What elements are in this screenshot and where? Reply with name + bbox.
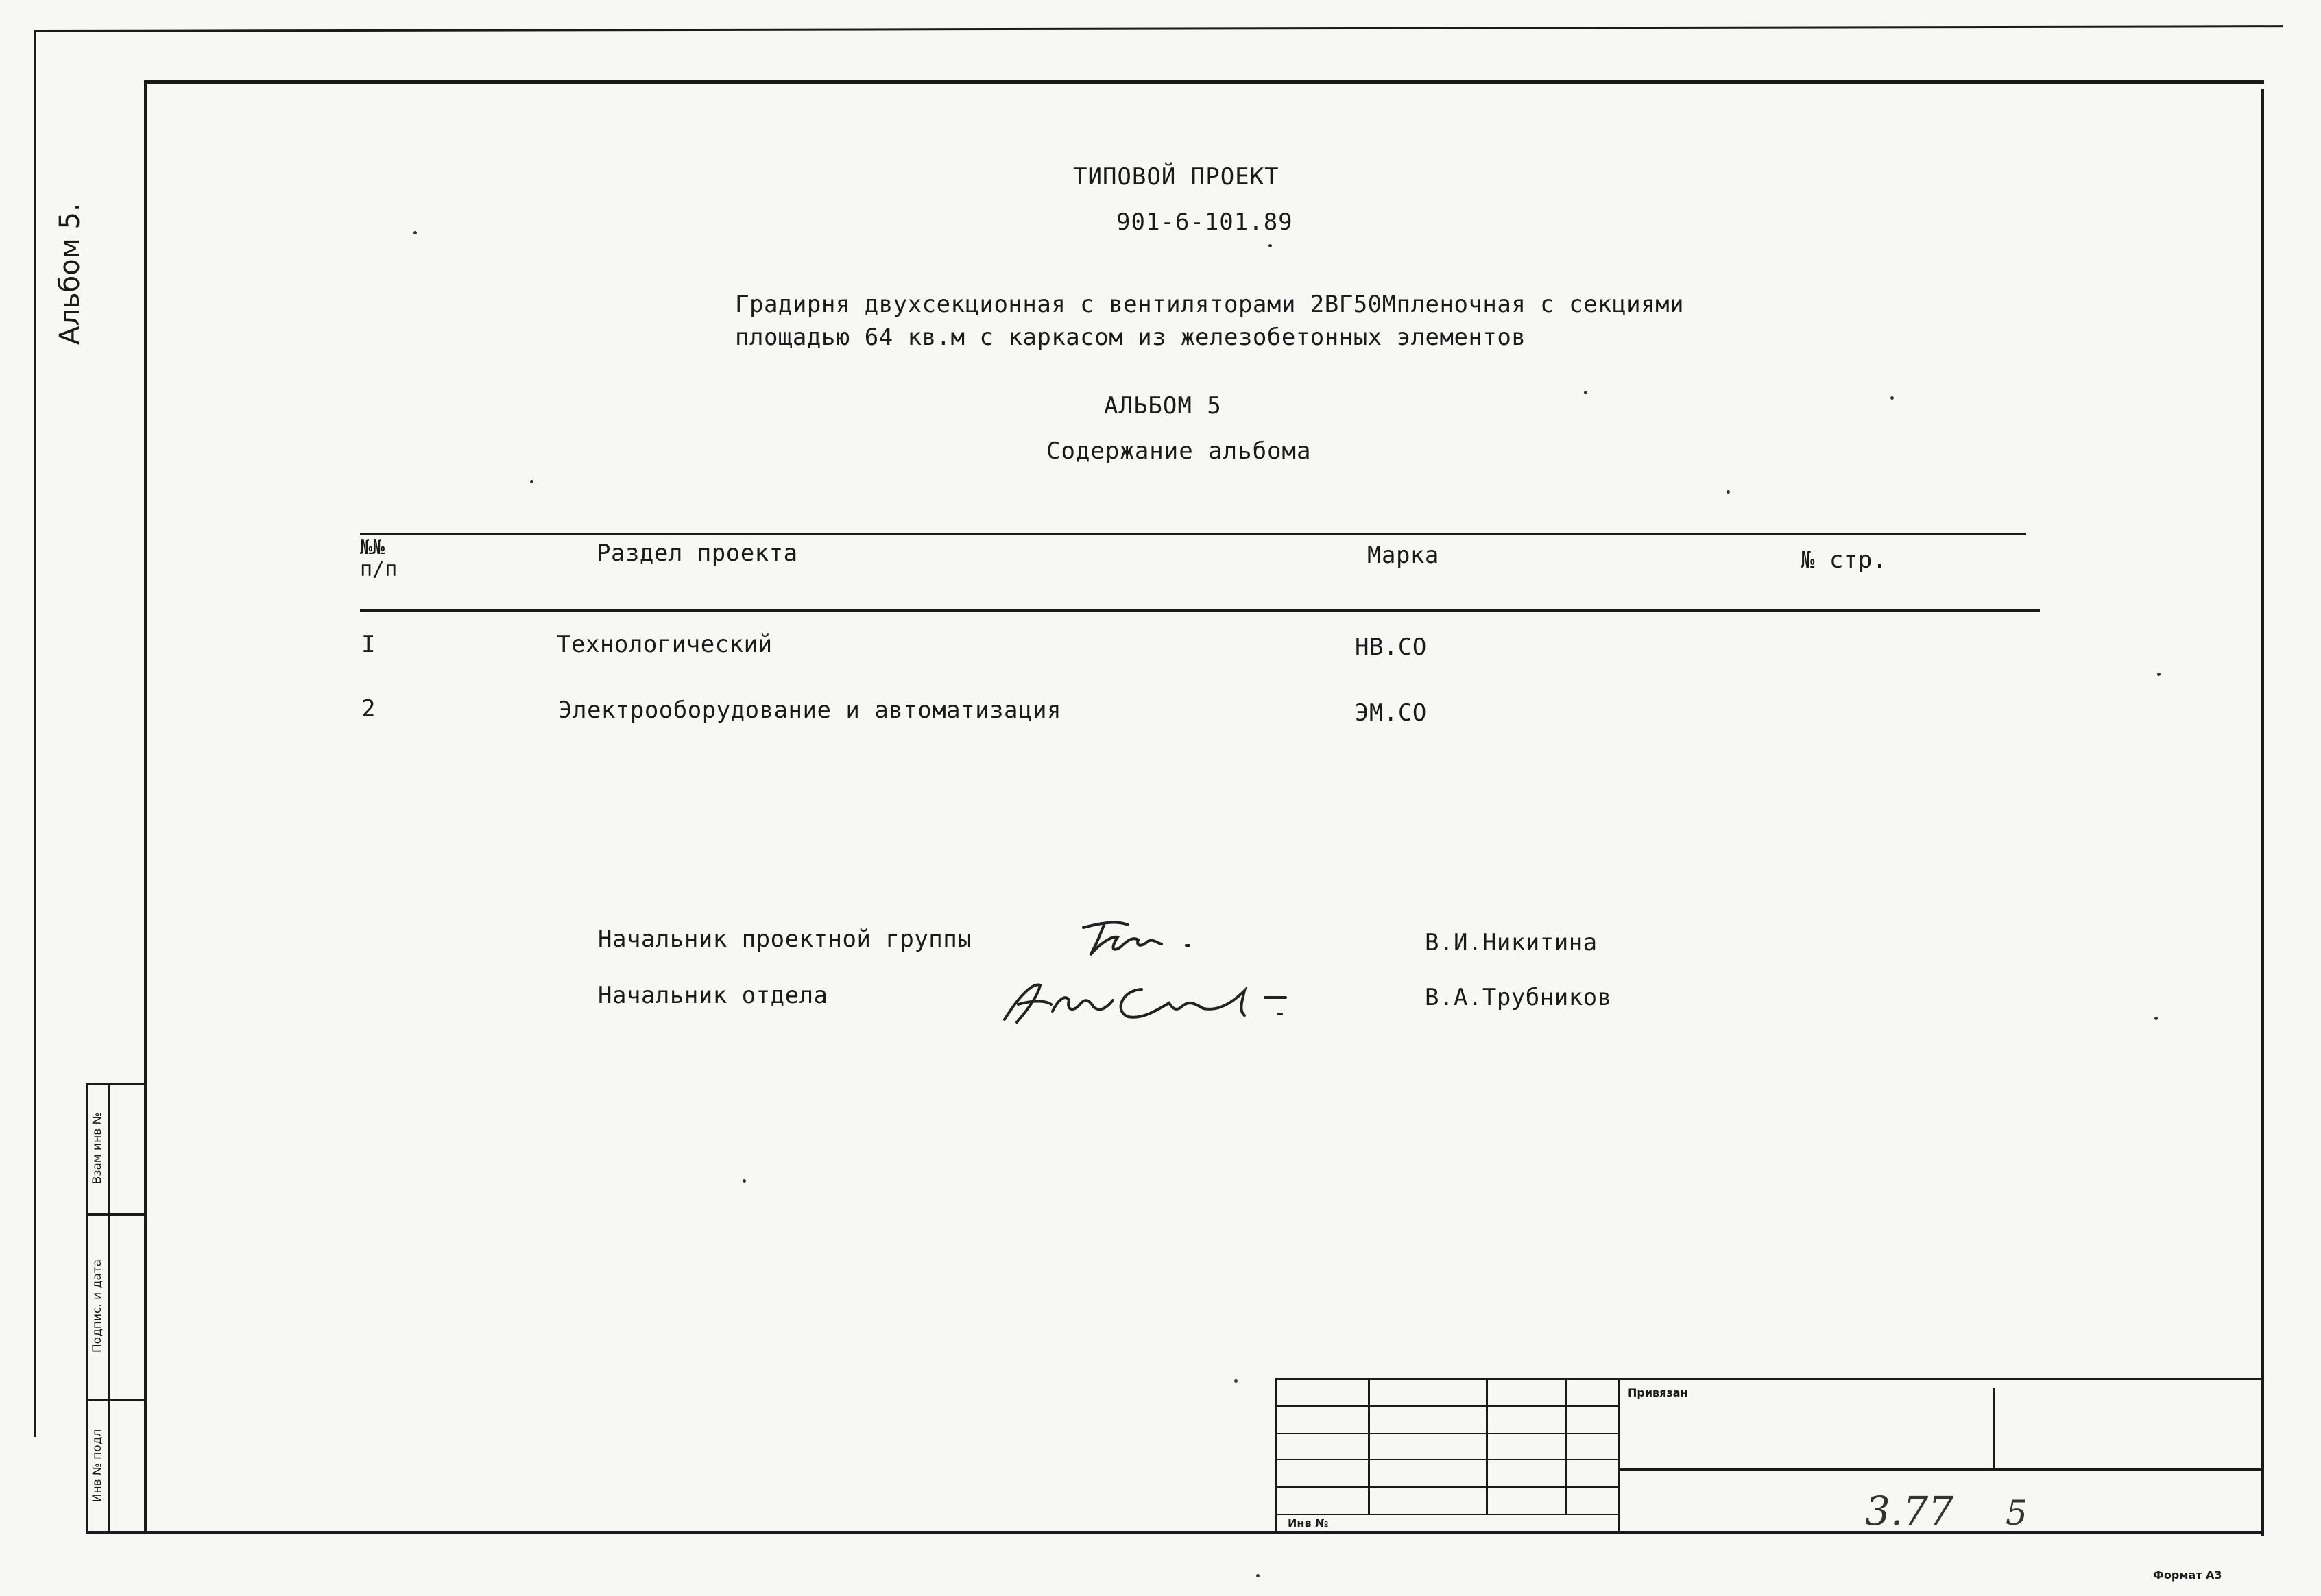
signature-role-department-head: Начальник отдела [598, 982, 828, 1009]
scan-speck [1584, 391, 1587, 394]
tb-row-1 [1275, 1405, 1618, 1407]
album-side-label: Альбом 5. [54, 203, 86, 345]
tb-row-5 [1275, 1514, 1618, 1515]
attached-label: Привязан [1628, 1386, 1688, 1399]
col-header-page: № стр. [1801, 546, 1887, 574]
stamp-field-replace-inv: Взам инв № [91, 1112, 104, 1185]
scan-speck [530, 480, 533, 483]
col-header-section: Раздел проекта [597, 540, 798, 567]
stamp-left-line [86, 1083, 88, 1532]
stamp-top-line [86, 1083, 147, 1085]
table-top-rule [360, 533, 2026, 535]
scan-speck [2154, 1017, 2158, 1020]
handwritten-page-number: 5 [2006, 1493, 2028, 1533]
signature-name-group-head: В.И.Никитина [1425, 929, 1598, 956]
row-2-num: 2 [361, 695, 376, 723]
scan-speck [2157, 673, 2161, 676]
tb-col-5 [1993, 1388, 1995, 1471]
col-header-num: №№ п/п [360, 535, 398, 581]
scan-speck [1256, 1574, 1260, 1577]
col-header-mark: Марка [1367, 542, 1439, 569]
tb-left [1275, 1378, 1277, 1532]
scan-speck [743, 1179, 746, 1183]
album-heading: АЛЬБОМ 5 [1104, 392, 1222, 420]
row-1-mark: НВ.СО [1355, 633, 1427, 661]
handwritten-signature-1 [1077, 915, 1227, 963]
scan-speck [1727, 490, 1730, 494]
stamp-mid-line [108, 1083, 110, 1532]
tb-col-1 [1368, 1378, 1370, 1515]
description-line-2: площадью 64 кв.м с каркасом из железобетонных элементов [735, 324, 1526, 351]
project-number: 901-6-101.89 [1116, 208, 1293, 236]
tb-row-2 [1275, 1433, 1618, 1434]
signature-role-group-head: Начальник проектной группы [598, 926, 972, 953]
scan-speck [413, 231, 417, 234]
contents-title: Содержание альбома [1046, 437, 1312, 465]
sheet-top-edge [34, 25, 2283, 32]
format-label: Формат А3 [2153, 1569, 2222, 1582]
project-type-title: ТИПОВОЙ ПРОЕКТ [1073, 163, 1279, 191]
stamp-field-inv-original: Инв № подл [91, 1429, 104, 1503]
stamp-sep-2 [86, 1399, 147, 1401]
signature-name-department-head: В.А.Трубников [1425, 984, 1612, 1011]
scan-speck [1234, 1379, 1238, 1383]
tb-col-2 [1486, 1378, 1488, 1515]
tb-row-4 [1275, 1486, 1618, 1488]
stamp-field-sign-date: Подпис. и дата [91, 1259, 104, 1353]
tb-col-3 [1565, 1378, 1567, 1515]
sheet-left-edge [34, 32, 36, 1437]
frame-top [144, 80, 2264, 84]
tb-col-4 [1618, 1378, 1620, 1532]
handwritten-sheet-number: 3.77 [1865, 1488, 1954, 1534]
frame-right [2261, 89, 2264, 1536]
handwritten-signature-2 [998, 970, 1382, 1039]
row-2-section: Электрооборудование и автоматизация [558, 697, 1061, 724]
row-2-mark: ЭМ.СО [1355, 699, 1427, 727]
table-header-rule [360, 609, 2040, 612]
inv-number-label: Инв № [1288, 1516, 1329, 1530]
scan-speck [1268, 244, 1272, 247]
row-1-section: Технологический [557, 631, 773, 658]
tb-mid-rule [1618, 1468, 2263, 1471]
tb-row-3 [1275, 1459, 1618, 1460]
tb-top [1275, 1378, 2263, 1380]
frame-left [144, 80, 147, 1534]
scan-speck [1890, 396, 1894, 400]
description-line-1: Градирня двухсекционная с вентиляторами 2ВГ50Мпленочная с секциями [735, 291, 1685, 318]
row-1-num: I [361, 631, 376, 658]
stamp-sep-1 [86, 1213, 147, 1216]
